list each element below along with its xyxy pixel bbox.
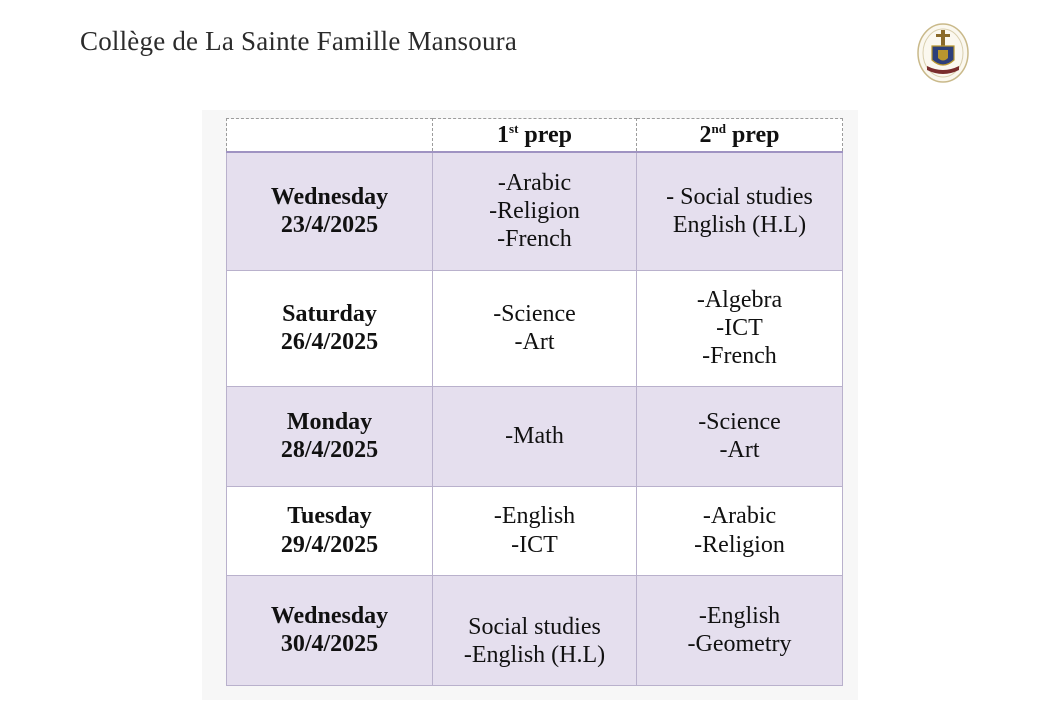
prep2-subjects-cell: -Algebra -ICT -French	[637, 270, 843, 386]
prep2-subjects-cell: -English -Geometry	[637, 575, 843, 685]
table-row	[227, 152, 843, 270]
prep1-subjects-cell: -Arabic -Religion -French	[433, 152, 637, 270]
exam-schedule-table	[226, 118, 843, 686]
table-row	[227, 270, 843, 386]
prep1-subjects-cell: -Science -Art	[433, 270, 637, 386]
header-1st-prep: 1st prep	[433, 119, 637, 153]
header-2nd-prep: 2nd prep	[637, 119, 843, 153]
day-cell: Wednesday 23/4/2025	[227, 152, 433, 270]
prep2-subjects-cell: -Science -Art	[637, 386, 843, 486]
header-row	[227, 119, 843, 153]
table-row	[227, 386, 843, 486]
day-cell: Saturday 26/4/2025	[227, 270, 433, 386]
day-cell: Wednesday 30/4/2025	[227, 575, 433, 685]
prep1-subjects-cell: -Math	[433, 386, 637, 486]
school-name: Collège de La Sainte Famille Mansoura	[80, 26, 518, 56]
school-crest-icon	[916, 22, 970, 84]
day-cell: Monday 28/4/2025	[227, 386, 433, 486]
prep1-subjects-cell: -English -ICT	[433, 486, 637, 575]
prep2-subjects-cell: -Arabic -Religion	[637, 486, 843, 575]
table-row	[227, 575, 843, 685]
header-empty-cell	[227, 119, 433, 153]
day-cell: Tuesday 29/4/2025	[227, 486, 433, 575]
prep1-subjects-cell: Social studies -English (H.L)	[433, 575, 637, 685]
table-row	[227, 486, 843, 575]
prep2-subjects-cell: - Social studies English (H.L)	[637, 152, 843, 270]
